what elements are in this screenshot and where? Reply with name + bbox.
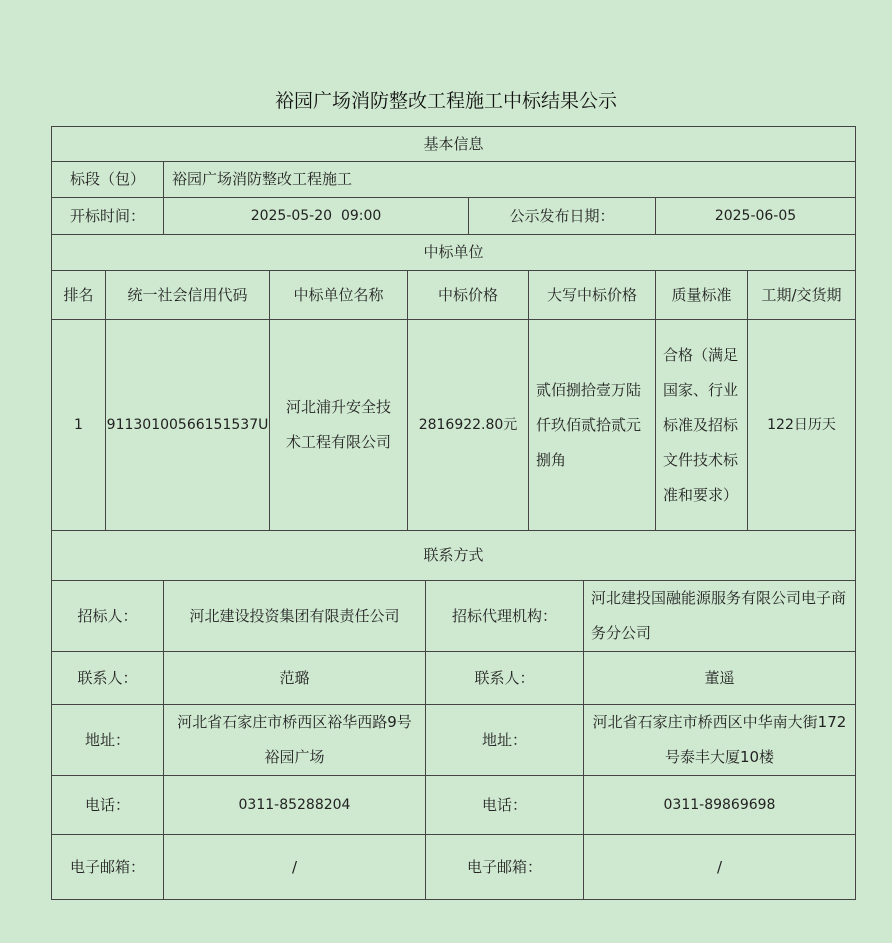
page-title: 裕园广场消防整改工程施工中标结果公示 — [274, 90, 617, 112]
email-label-1: 电子邮箱： — [51, 834, 164, 900]
winner-quality: 合格（满足国家、行业标准及招标文件技术标准和要求） — [655, 319, 748, 531]
publish-date-value: 2025-06-05 — [655, 197, 856, 235]
contact-label-2: 联系人： — [425, 651, 584, 705]
agency-value: 河北建投国融能源服务有限公司电子商务分公司 — [583, 580, 856, 652]
phone-label-1: 电话： — [51, 775, 164, 835]
section-value: 裕园广场消防整改工程施工 — [163, 161, 856, 198]
tenderer-value: 河北建设投资集团有限责任公司 — [163, 580, 426, 652]
contact-header: 联系方式 — [51, 530, 856, 581]
winner-price-upper: 贰佰捌拾壹万陆仟玖佰贰拾贰元捌角 — [528, 319, 656, 531]
email-value-1: / — [163, 834, 426, 900]
col-header-rank: 排名 — [51, 270, 106, 320]
phone-label-2: 电话： — [425, 775, 584, 835]
col-header-price-upper: 大写中标价格 — [528, 270, 656, 320]
address-value-2: 河北省石家庄市桥西区中华南大街172号泰丰大厦10楼 — [583, 704, 856, 776]
winner-price: 2816922.80元 — [407, 319, 529, 531]
col-header-quality: 质量标准 — [655, 270, 748, 320]
col-header-duration: 工期/交货期 — [747, 270, 856, 320]
winner-credit-code: 91130100566151537U — [105, 319, 270, 531]
col-header-credit-code: 统一社会信用代码 — [105, 270, 270, 320]
phone-value-2: 0311-89869698 — [583, 775, 856, 835]
phone-value-1: 0311-85288204 — [163, 775, 426, 835]
contact-value-1: 范璐 — [163, 651, 426, 705]
open-time-label: 开标时间： — [51, 197, 164, 235]
address-value-1: 河北省石家庄市桥西区裕华西路9号裕园广场 — [163, 704, 426, 776]
contact-label-1: 联系人： — [51, 651, 164, 705]
basic-info-header: 基本信息 — [51, 126, 856, 162]
agency-label: 招标代理机构： — [425, 580, 584, 652]
col-header-price: 中标价格 — [407, 270, 529, 320]
email-label-2: 电子邮箱： — [425, 834, 584, 900]
address-label-1: 地址： — [51, 704, 164, 776]
winner-duration: 122日历天 — [747, 319, 856, 531]
tenderer-label: 招标人： — [51, 580, 164, 652]
contact-value-2: 董遥 — [583, 651, 856, 705]
address-label-2: 地址： — [425, 704, 584, 776]
section-label: 标段（包） — [51, 161, 164, 198]
col-header-name: 中标单位名称 — [269, 270, 408, 320]
winner-name: 河北浦升安全技术工程有限公司 — [269, 319, 408, 531]
winner-rank: 1 — [51, 319, 106, 531]
open-time-value: 2025-05-20 09:00 — [163, 197, 469, 235]
winner-header: 中标单位 — [51, 234, 856, 271]
email-value-2: / — [583, 834, 856, 900]
publish-date-label: 公示发布日期： — [468, 197, 656, 235]
